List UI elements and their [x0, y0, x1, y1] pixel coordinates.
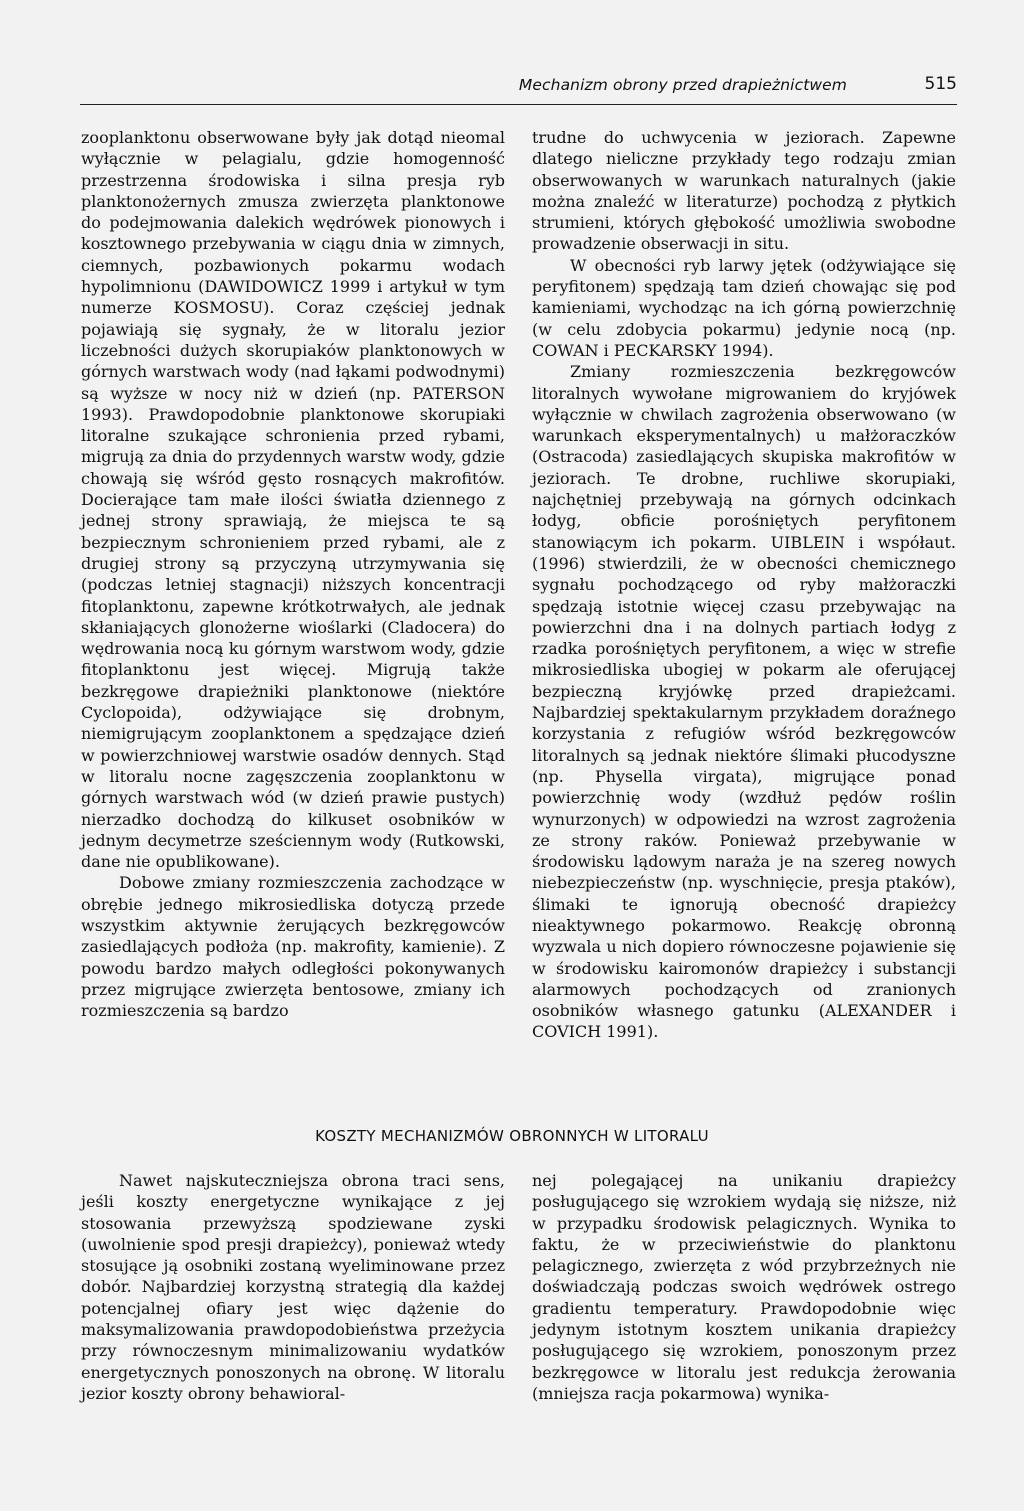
paragraph: zooplanktonu obserwowane były jak dotąd nieomal wyłącznie w pelagialu, gdzie homogenność przestrzenna środowiska i silna presja ryb planktonożernych zmusza zwierzęta planktonowe do podejmowania dalekich wędrówek pionowych i kosztownego przebywania w ciągu dnia w zimnych, ciemnych, pozbawionych pokarmu wodach hypolimnionu (DAWIDOWICZ 1999 i artykuł w tym numerze KOSMOSU). Coraz częściej jednak pojawiają się sygnały, że w litoralu jezior liczebności dużych skorupiaków planktonowych w górnych warstwach wody (nad łąkami podwodnymi) są wyższe w nocy niż w dzień (np. PATERSON 1993). Prawdopodobnie planktonowe skorupiaki litoralne szukające schronienia przed rybami, migrują za dnia do przydennych warstw wody, gdzie chowają się wśród gęsto rosnących makrofitów. Docierające tam małe ilości światła dziennego z jednej strony sprawiają, że miejsca te są bezpiecznym schronieniem przed rybami, ale z drugiej strony są przyczyną utrzymywania się (podczas letniej stagnacji) niższych koncentracji fitoplanktonu, zapewne krótkotrwałych, ale jednak skłaniających glonożerne wioślarki (Cladocera) do wędrowania nocą ku górnym warstwom wody, gdzie fitoplanktonu jest więcej. Migrują także bezkręgowe drapieżniki planktonowe (niektóre Cyclopoida), odżywiające się drobnym, niemigrującym zooplanktonem a spędzające dzień w powierzchniowej warstwie osadów dennych. Stąd w litoralu nocne zagęszczenia zooplanktonu w górnych warstwach wód (w dzień prawie pustych) nierzadko dochodzą do kilkuset osobników w jednym decymetrze sześciennym wody (Rutkowski, dane nie opublikowane).	[81, 128, 505, 872]
lower-right-column	[532, 1170, 956, 1404]
paragraph: trudne do uchwycenia w jeziorach. Zapewne dlatego nieliczne przykłady tego rodzaju zmian obserwowanych w warunkach naturalnych (jakie można znaleźć w literaturze) pochodzą z płytkich strumieni, których głębokość umożliwia swobodne prowadzenie obserwacji in situ.	[532, 128, 956, 254]
upper-left-column	[81, 127, 505, 1021]
running-title: Mechanizm obrony przed drapieżnictwem	[518, 76, 847, 94]
paragraph: W obecności ryb larwy jętek (odżywiające się peryfitonem) spędzają tam dzień chowając się pod kamieniami, wychodząc na ich górną powierzchnię (w celu zdobycia pokarmu) jedynie nocą (np. COWAN i PECKARSKY 1994).	[532, 255, 956, 360]
page-number: 515	[924, 74, 957, 94]
paragraph: Nawet najskuteczniejsza obrona traci sens, jeśli koszty energetyczne wynikające z jej stosowania przewyższą spodziewane zyski (uwolnienie spod presji drapieżcy), ponieważ wtedy stosujące ją osobniki zostaną wyeliminowane przez dobór. Najbardziej korzystną strategią dla każdej potencjalnej ofiary jest więc dążenie do maksymalizowania prawdopodobieństwa przeżycia przy równoczesnym minimalizowaniu wydatków energetycznych ponoszonych na obronę. W litoralu jezior koszty obrony behawioral-	[81, 1171, 505, 1403]
paragraph: Dobowe zmiany rozmieszczenia zachodzące w obrębie jednego mikrosiedliska dotyczą przede wszystkim aktywnie żerujących bezkręgowców zasiedlających podłoża (np. makrofity, kamienie). Z powodu bardzo małych odległości pokonywanych przez migrujące zwierzęta bentosowe, zmiany ich rozmieszczenia są bardzo	[81, 873, 505, 1021]
section-heading: KOSZTY MECHANIZMÓW OBRONNYCH W LITORALU	[315, 1127, 709, 1145]
paragraph: nej polegającej na unikaniu drapieżcy posługującego się wzrokiem wydają się niższe, niż w przypadku środowisk pelagicznych. Wynika to faktu, że w przeciwieństwie do planktonu pelagicznego, zwierzęta z wód przybrzeżnych nie doświadczają podczas swoich wędrówek ostrego gradientu temperatury. Prawdopodobnie więc jedynym istotnym kosztem unikania drapieżcy posługującego się wzrokiem, ponoszonym przez bezkręgowce w litoralu jest redukcja żerowania (mniejsza racja pokarmowa) wynika-	[532, 1171, 956, 1403]
lower-left-column	[81, 1170, 505, 1404]
page-header	[80, 74, 957, 105]
paragraph: Zmiany rozmieszczenia bezkręgowców litoralnych wywołane migrowaniem do kryjówek wyłącznie w chwilach zagrożenia obserwowano (w warunkach eksperymentalnych) u małżoraczków (Ostracoda) zasiedlających skupiska makrofitów w jeziorach. Te drobne, ruchliwe skorupiaki, najchętniej przebywają na górnych odcinkach łodyg, obficie porośniętych peryfitonem stanowiącym ich pokarm. UIBLEIN i współaut. (1996) stwierdzili, że w obecności chemicznego sygnału pochodzącego od ryby małżoraczki spędzają istotnie więcej czasu przebywając na powierzchni dna i na dolnych partiach łodyg z rzadka porośniętych peryfitonem, a więc w strefie mikrosiedliska ubogiej w pokarm ale oferującej bezpieczną kryjówkę przed drapieżcami. Najbardziej spektakularnym przykładem doraźnego korzystania z refugiów wśród bezkręgowców litoralnych są jednak niektóre ślimaki płucodyszne (np. Physella virgata), migrujące ponad powierzchnię wody (wzdłuż pędów roślin wynurzonych) w odpowiedzi na wzrost zagrożenia ze strony raków. Ponieważ przebywanie w środowisku lądowym naraża je na szereg nowych niebezpieczeństw (np. wyschnięcie, presja ptaków), ślimaki te ignorują obecność drapieżcy nieaktywnego pokarmowo. Reakcję obronną wyzwala u nich dopiero równoczesne pojawienie się w środowisku kairomonów drapieżcy i substancji alarmowych pochodzących od zranionych osobników własnego gatunku (ALEXANDER i COVICH 1991).	[532, 362, 956, 1042]
upper-right-column	[532, 127, 956, 1043]
